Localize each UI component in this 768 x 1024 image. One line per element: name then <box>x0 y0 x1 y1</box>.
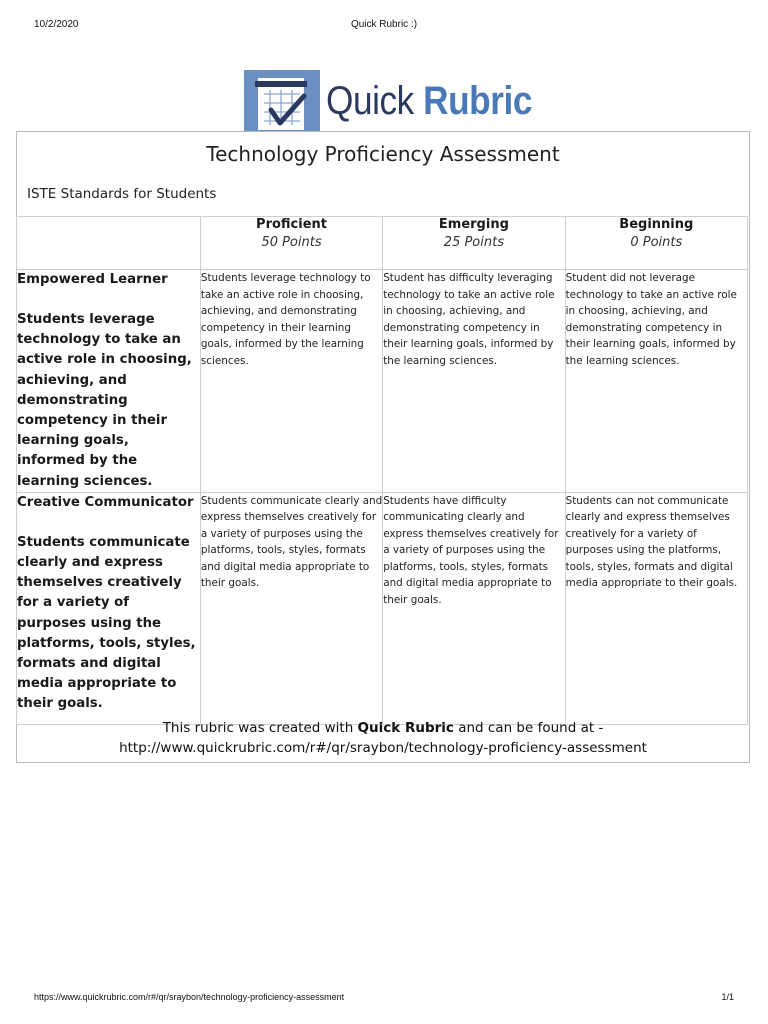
level-name: Emerging <box>438 217 509 232</box>
criteria-header-cell <box>17 217 201 270</box>
cell-proficient: Students communicate clearly and express themselves creatively for a variety of purposes using the platforms, tools, styles, formats and digital media appropriate to their goals. <box>200 492 382 724</box>
rubric-grid-checkmark-icon <box>244 70 320 132</box>
page-number: 1/1 <box>721 992 734 1002</box>
level-header-emerging <box>383 217 565 270</box>
level-points: 25 Points <box>443 235 504 250</box>
rubric-subtitle: ISTE Standards for Students <box>27 186 217 202</box>
print-page-title: Quick Rubric :) <box>350 19 418 30</box>
criterion-name: Creative Communicator <box>17 494 194 510</box>
criterion-cell <box>17 492 201 724</box>
quick-rubric-logo <box>244 70 560 132</box>
criterion-row-creative-communicator <box>17 492 748 724</box>
level-points: 50 Points <box>261 235 322 250</box>
credit-brand: Quick Rubric <box>357 720 454 736</box>
cell-beginning: Student did not leverage technology to take an active role in choosing, achieving, and demonstrating competency in their learning goals, informed by the learning sciences. <box>565 270 747 493</box>
level-header-row <box>17 217 748 270</box>
logo-word-rubric: Rubric <box>423 79 532 123</box>
cell-emerging: Students have difficulty communicating clearly and express themselves creatively for a variety of purposes using the platforms, tools, styles, formats and digital media appropriate to their goals. <box>383 492 565 724</box>
rubric-credit <box>17 718 749 758</box>
level-header-beginning <box>565 217 747 270</box>
cell-emerging: Student has difficulty leveraging technology to take an active role in choosing, achieving, and demonstrating competency in their learning goals, informed by the learning sciences. <box>383 270 565 493</box>
credit-prefix: This rubric was created with <box>162 720 358 736</box>
criterion-description: Students leverage technology to take an active role in choosing, achieving, and demonstrating competency in their learning goals, informed by the learning sciences. <box>17 312 192 489</box>
print-date: 10/2/2020 <box>34 19 79 30</box>
criterion-cell <box>17 270 201 493</box>
level-name: Beginning <box>619 217 694 232</box>
cell-beginning: Students can not communicate clearly and express themselves creatively for a variety of purposes using the platforms, tools, styles, formats and digital media appropriate to their goals. <box>565 492 747 724</box>
criterion-row-empowered-learner <box>17 270 748 493</box>
level-name: Proficient <box>256 217 328 232</box>
print-header <box>0 19 768 33</box>
logo-word-quick: Quick <box>326 79 414 123</box>
criterion-name: Empowered Learner <box>17 272 168 287</box>
level-header-proficient <box>200 217 382 270</box>
logo-wordmark <box>326 70 532 132</box>
credit-url: http://www.quickrubric.com/r#/qr/sraybon/technology-proficiency-assessment <box>119 740 647 756</box>
cell-proficient: Students leverage technology to take an active role in choosing, achieving, and demonstrating competency in their learning goals, informed by the learning sciences. <box>200 270 382 493</box>
print-footer <box>0 992 768 1006</box>
rubric-table <box>16 216 748 725</box>
credit-suffix: and can be found at - <box>453 720 604 736</box>
print-footer-url[interactable]: https://www.quickrubric.com/r#/qr/sraybon/technology-proficiency-assessment <box>34 992 345 1002</box>
rubric-container <box>16 131 750 763</box>
criterion-description: Students communicate clearly and express themselves creatively for a variety of purposes using the platforms, tools, styles, formats and digital media appropriate to their goals. <box>17 534 196 712</box>
rubric-title: Technology Proficiency Assessment <box>206 142 560 166</box>
level-points: 0 Points <box>630 235 683 250</box>
